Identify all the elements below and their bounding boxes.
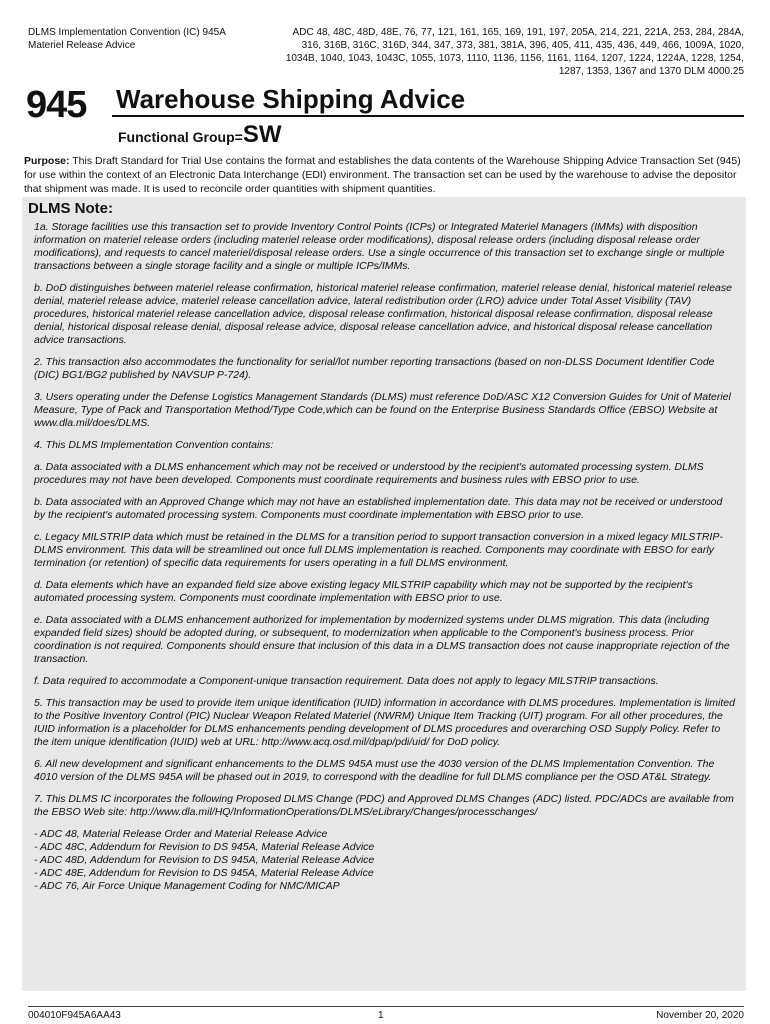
note-paragraph: b. Data associated with an Approved Change which may not have an established implementation date. This data may not be received or understood by the recipient's automated processing system. Components must coordinate implementation with EBSO prior to use. [34,496,723,521]
adc-list-item: - ADC 48C, Addendum for Revision to DS 945A, Material Release Advice [34,841,375,853]
note-paragraph: 6. All new development and significant enhancements to the DLMS 945A must use the 4030 version of the DLMS Implementation Convention. The 4010 version of the DLMS 945A will be phased out in 2019, to correspond with the deadline for full DLMS compliance per the OSD AT&L Strategy. [34,758,715,783]
note-paragraph: 7. This DLMS IC incorporates the following Proposed DLMS Change (PDC) and Approved DLMS Changes (ADC) listed. PDC/ADCs are available from the EBSO Web site: http://www.dla.mil/HQ/InformationOperations/DLMS/eLibrary/Changes/processchanges/ [34,793,734,818]
page-footer [28,1006,744,1021]
note-paragraph: 5. This transaction may be used to provide item unique identification (IUID) information in accordance with DLMS procedures. Implementation is limited to the Positive Inventory Control (PIC) Nuclear Weapon Related Materiel (NWRM) Unique Item Tracking (UIT) program. For all other procedures, the IUID information is a placeholder for DLMS enhancements pending development of DLMS procedures and overarching OSD Supply Policy. Refer to the item unique identification (IUID) web at URL: http://www.acq.osd.mil/dpap/pdi/uid/ for DoD policy. [34,697,735,748]
note-paragraph: f. Data required to accommodate a Component-unique transaction requirement. Data does not apply to legacy MILSTRIP transactions. [34,675,659,687]
ic-subtitle: Materiel Release Advice [28,40,136,51]
dlms-note-body [34,221,736,893]
adc-list-item: - ADC 76, Air Force Unique Management Coding for NMC/MICAP [34,880,340,892]
adc-list-item: - ADC 48, Material Release Order and Material Release Advice [34,828,328,840]
document-date: November 20, 2020 [656,1010,744,1021]
dlms-note-box [22,197,746,991]
note-paragraph: c. Legacy MILSTRIP data which must be retained in the DLMS for a transition period to support transaction conversion in a mixed legacy MILSTRIP-DLMS environment. This data will be streamlined out once full DLMS implementation is reached. Components may coordinate with EBSO for early termination (or retention) of specific data requirements for users operating in a full DLMS environment. [34,531,723,569]
note-paragraph: e. Data associated with a DLMS enhancement authorized for implementation by modernized systems under DLMS migration. This data (including expanded field sizes) should be adopted during, or subsequent, to modernization when applicable to the Component's business process. Prior coordination is not required. Components should ensure that inclusion of this data in a DLMS transaction does not cause inappropriate rejection of the transaction. [34,614,730,665]
note-paragraph: d. Data elements which have an expanded field size above existing legacy MILSTRIP capability which may not be supported by the recipient's automated processing system. Components must coordinate implementation with EBSO prior to use. [34,579,693,604]
note-paragraph: a. Data associated with a DLMS enhancement which may not be received or understood by the recipient's automated processing system. DLMS procedures may not have been developed. Components must coordinate requirements and business rules with EBSO prior to use. [34,461,704,486]
title-divider [112,115,744,117]
dlms-note-title: DLMS Note: [28,200,113,217]
ic-title: DLMS Implementation Convention (IC) 945A [28,27,226,38]
note-paragraph: 4. This DLMS Implementation Convention contains: [34,439,274,451]
functional-group-label: Functional Group= [118,129,243,145]
note-paragraph: 2. This transaction also accommodates the functionality for serial/lot number reporting transactions (based on non-DLSS Document Identifier Code (DIC) BG1/BG2 published by NAVSUP P-724). [34,356,715,381]
functional-group-code: SW [242,121,282,148]
purpose-paragraph [24,154,746,196]
transaction-set-number: 945 [26,84,87,126]
document-id: 004010F945A6AA43 [28,1010,121,1021]
adc-reference-list: ADC 48, 48C, 48D, 48E, 76, 77, 121, 161, 165, 169, 191, 197, 205A, 214, 221, 221A, 253, 284, 284A, 316, 316B, 316C, 316D, 344, 347, 373, 381, 381A, 396, 405, 411, 435, 436, 449, 466, 1009A, 1020, 1034B, 1040, 1043, 1043C, 1055, 1073, 1110, 1136, 1156, 1161, 1164, 1207, 1224, 1224A, 1228, 1254, 1287, 1353, 1367 and 1370 DLM 4000.25 [285,27,744,77]
purpose-label: Purpose: [24,155,70,167]
note-paragraph: b. DoD distinguishes between materiel release confirmation, historical materiel release confirmation, materiel release denial, historical materiel release denial, materiel release advice, materiel release cancellation advice, lateral redistribution order (LRO) advice under Total Asset Visibility (TAV) procedures, historical materiel release cancellation advice, disposal release confirmation, historical disposal release confirmation, disposal release denial, historical disposal release denial, disposal release advice, disposal release cancellation advice, and historical disposal release cancellation advice transactions. [34,282,732,346]
note-paragraph: 3. Users operating under the Defense Logistics Management Standards (DLMS) must reference DoD/ASC X12 Conversion Guides for Unit of Materiel Measure, Type of Pack and Transportation Method/Type Code,which can be found on the Enterprise Business Standards Office (EBSO) Website at www.dla.mil/does/DLMS. [34,391,731,429]
adc-list-item: - ADC 48D, Addendum for Revision to DS 945A, Material Release Advice [34,854,375,866]
functional-group [118,121,282,149]
header-left [28,26,226,52]
page-title: Warehouse Shipping Advice [116,84,466,114]
adc-list-item: - ADC 48E, Addendum for Revision to DS 945A, Material Release Advice [34,867,374,879]
note-paragraph: 1a. Storage facilities use this transaction set to provide Inventory Control Points (ICPs) or Integrated Materiel Managers (IMMs) with disposition information on materiel release orders (including materiel release order modifications), disposal release orders (including disposal release order modifications), and requests to cancel materiel/disposal release orders. Use a single occurrence of this transaction set to exchange single or multiple transactions between a single storage facility and a single or multiple ICPs/IMMs. [34,221,725,272]
page-number: 1 [378,1010,384,1021]
purpose-text: This Draft Standard for Trial Use contains the format and establishes the data contents of the Warehouse Shipping Advice Transaction Set (945) for use within the context of an Electronic Data Interchange (EDI) environment. The transaction set can be used by the warehouse to advise the depositor that shipment was made. It is used to reconcile order quantities with shipment quantities. [24,155,741,195]
